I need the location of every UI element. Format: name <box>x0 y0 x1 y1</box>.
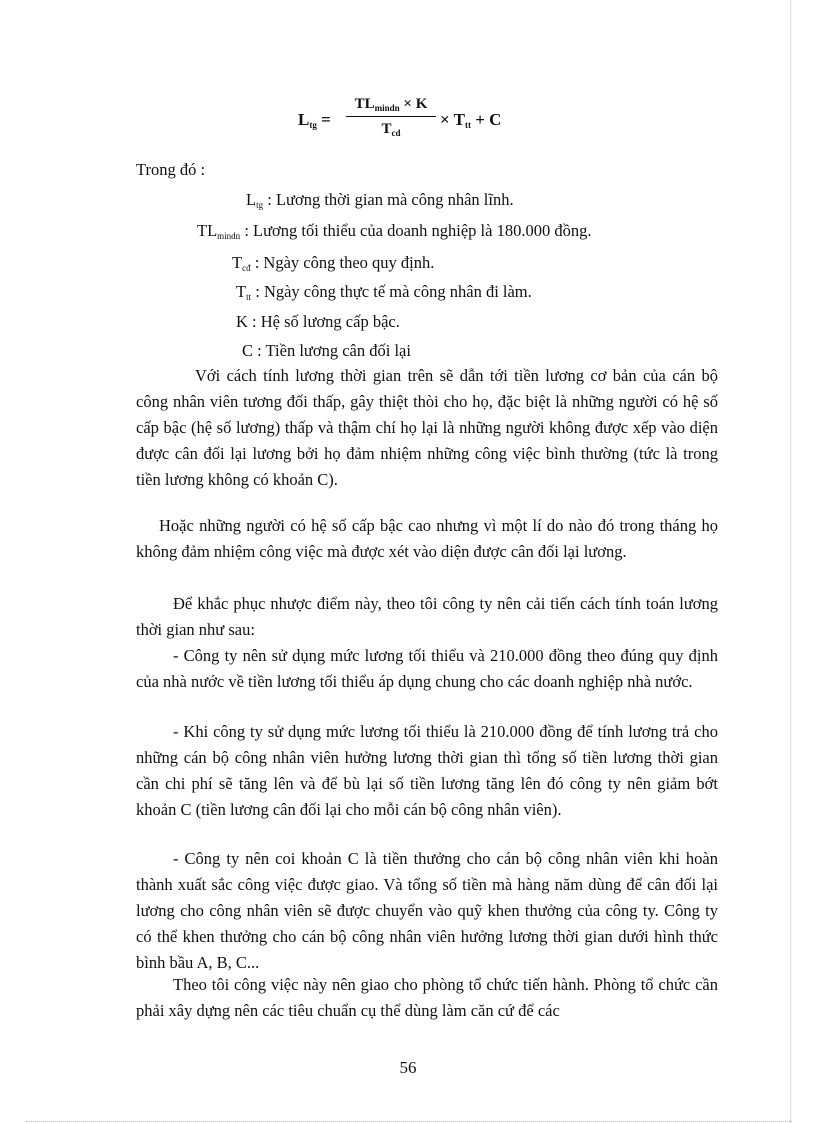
definition-ltg: $L_{tg}$ : Lương thời gian mà công nhân lĩnh. <box>246 190 514 210</box>
paragraph-1: Với cách tính lương thời gian trên sẽ dẫn tới tiền lương cơ bản của cán bộ công nhân viên tương đối thấp, gây thiệt thòi cho họ, đặc biệt là những người có hệ số cấp bậc (hệ số lương) thấp và thậm chí họ lại là những người không được xếp vào diện được cân đối lại lương bởi họ đảm nhiệm những công việc bình thường (tức là trong tiền lương không có khoản C). <box>136 366 718 489</box>
paragraph-5: - Khi công ty sử dụng mức lương tối thiểu là 210.000 đồng để tính lương trả cho những cán bộ công nhân viên hưởng lương thời gian thì tổng số tiền lương thời gian cần chi phí sẽ tăng lên và để bù lại số tiền lương tăng lên đó công ty nên giảm bớt khoản C (tiền lương cân đối lại cho mỗi cán bộ công nhân viên). <box>136 722 718 819</box>
page-number: 56 <box>399 1058 417 1077</box>
definition-k: K : Hệ số lương cấp bậc. <box>236 312 400 331</box>
definition-ttt: $T_{tt}$ : Ngày công thực tế mà công nhân đi làm. <box>236 282 532 302</box>
definition-tlmindn: $TL_{mindn}$ : Lương tối thiểu của doanh nghiệp là 180.000 đồng. <box>197 221 592 241</box>
formula-lhs: $L_{tg}$ = <box>298 110 331 130</box>
formula-numerator: $TL_{mindn} \times K$ <box>354 96 428 113</box>
fraction-bar <box>346 116 436 117</box>
paragraph-4: - Công ty nên sử dụng mức lương tối thiểu và 210.000 đồng theo đúng quy định của nhà nước về tiền lương tối thiểu áp dụng chung cho các doanh nghiệp nhà nước. <box>136 646 718 691</box>
paragraph-7: Theo tôi công việc này nên giao cho phòng tổ chức tiến hành. Phòng tổ chức cần phải xây dựng nên các tiêu chuẩn cụ thể dùng làm căn cứ để các <box>136 975 718 1020</box>
formula-rhs: × $T_{tt} + C$ <box>440 110 502 130</box>
intro-text: Trong đó : <box>136 160 206 179</box>
definition-tcd: $T_{cđ}$ : Ngày công theo quy định. <box>232 253 435 273</box>
paragraph-6: - Công ty nên coi khoản C là tiền thưởng cho cán bộ công nhân viên khi hoàn thành xuất sắc công việc được giao. Và tổng số tiền mà hàng năm dùng để cân đối lại lương cho công nhân viên sẽ được chuyển vào quỹ khen thưởng của công ty. Công ty có thể khen thưởng cho cán bộ công nhân viên hưởng lương thời gian dưới hình thức bình bầu A, B, C... <box>136 849 718 972</box>
definition-c: C : Tiền lương cân đối lại <box>242 341 411 360</box>
margin-divider <box>790 0 791 1123</box>
footer-divider <box>26 1121 792 1122</box>
formula-fraction <box>346 96 436 138</box>
formula-denominator: $T_{cd}$ <box>381 121 401 138</box>
paragraph-3: Để khắc phục nhược điểm này, theo tôi công ty nên cải tiến cách tính toán lương thời gian như sau: <box>136 594 718 639</box>
paragraph-2: Hoặc những người có hệ số cấp bậc cao nhưng vì một lí do nào đó trong tháng họ không đảm nhiệm công việc mà được xét vào diện được cân đối lại lương. <box>136 516 718 561</box>
